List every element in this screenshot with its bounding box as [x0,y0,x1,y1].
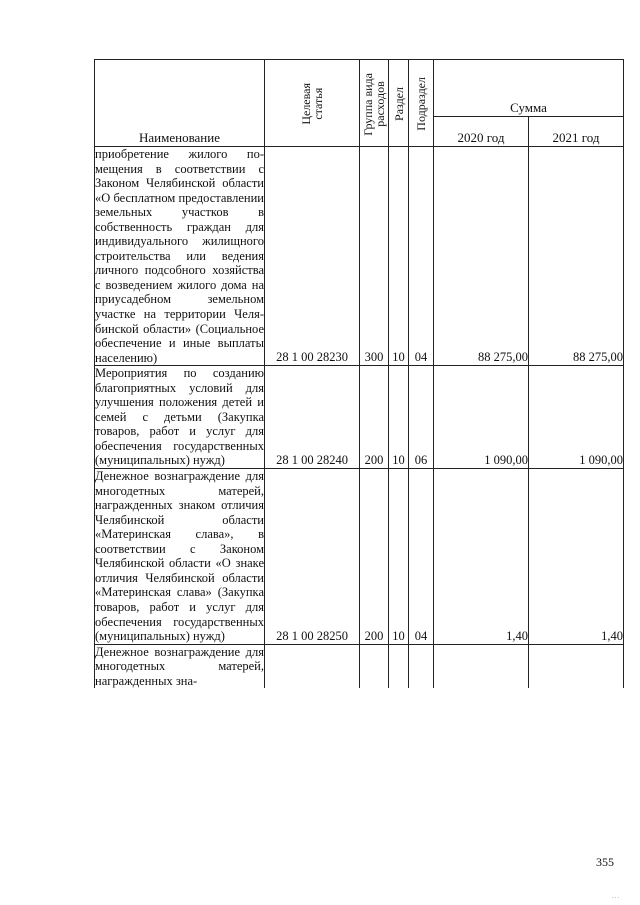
header-name: Наименование [95,60,265,147]
row-name: Денежное вознаграждение для многодетных матерей, награжденных зна- [95,644,264,688]
table-row [95,366,624,469]
row-section [389,644,409,688]
row-sum-2021 [529,644,624,688]
row-sum-2021: 1 090,00 [529,366,624,469]
row-sum-2021: 88 275,00 [529,147,624,366]
row-group [360,644,389,688]
row-target: 28 1 00 28230 [265,147,360,366]
row-sum-2020: 88 275,00 [434,147,529,366]
row-target [265,644,360,688]
header-subsection: Подраздел [409,60,434,147]
row-group: 200 [360,366,389,469]
header-target: Целевая статья [265,60,360,147]
row-target: 28 1 00 28250 [265,469,360,645]
header-group: Группа вида расходов [360,60,389,147]
row-sum-2020: 1 090,00 [434,366,529,469]
row-name: приобретение жилого помещения в соответствии с Законом Челябинской области «О бесплатном предоставлении земельных участков в собственность граждан для индивидуального жилищного строительства или ведения личного подсобного хозяйства с возведением жилого дома на приусадебном земельном участке на территории Челябинской области» (Социальное обеспечение и иные выплаты населению) [95,147,264,365]
row-subsection [409,644,434,688]
row-subsection: 04 [409,469,434,645]
header-sum: Сумма [434,60,624,117]
row-target: 28 1 00 28240 [265,366,360,469]
header-section: Раздел [389,60,409,147]
row-group: 300 [360,147,389,366]
header-year-2021: 2021 год [529,117,624,147]
row-sum-2021: 1,40 [529,469,624,645]
table-row [95,644,624,688]
table-row [95,147,624,366]
budget-table [94,59,624,688]
table-row [95,469,624,645]
row-name: Денежное вознаграждение для многодетных матерей, награжденных знаком отличия Челябинской области «Материнская слава», в соответствии с Законом Челябинской области «О знаке отличия Челябинской области «Материнская слава» (Закупка товаров, работ и услуг для обеспечения государственных (муниципальных) нужд) [95,469,264,644]
page-number: 355 [596,855,614,869]
row-group: 200 [360,469,389,645]
row-subsection: 06 [409,366,434,469]
row-section: 10 [389,469,409,645]
header-year-2020: 2020 год [434,117,529,147]
row-sum-2020 [434,644,529,688]
row-sum-2020: 1,40 [434,469,529,645]
row-subsection: 04 [409,147,434,366]
row-section: 10 [389,366,409,469]
row-section: 10 [389,147,409,366]
scan-artifact: ... [612,892,621,900]
row-name: Мероприятия по созданию благоприятных условий для улучшения положения детей и семей с детьми (Закупка товаров, работ и услуг для обеспечения государственных (муниципальных) нужд) [95,366,264,468]
